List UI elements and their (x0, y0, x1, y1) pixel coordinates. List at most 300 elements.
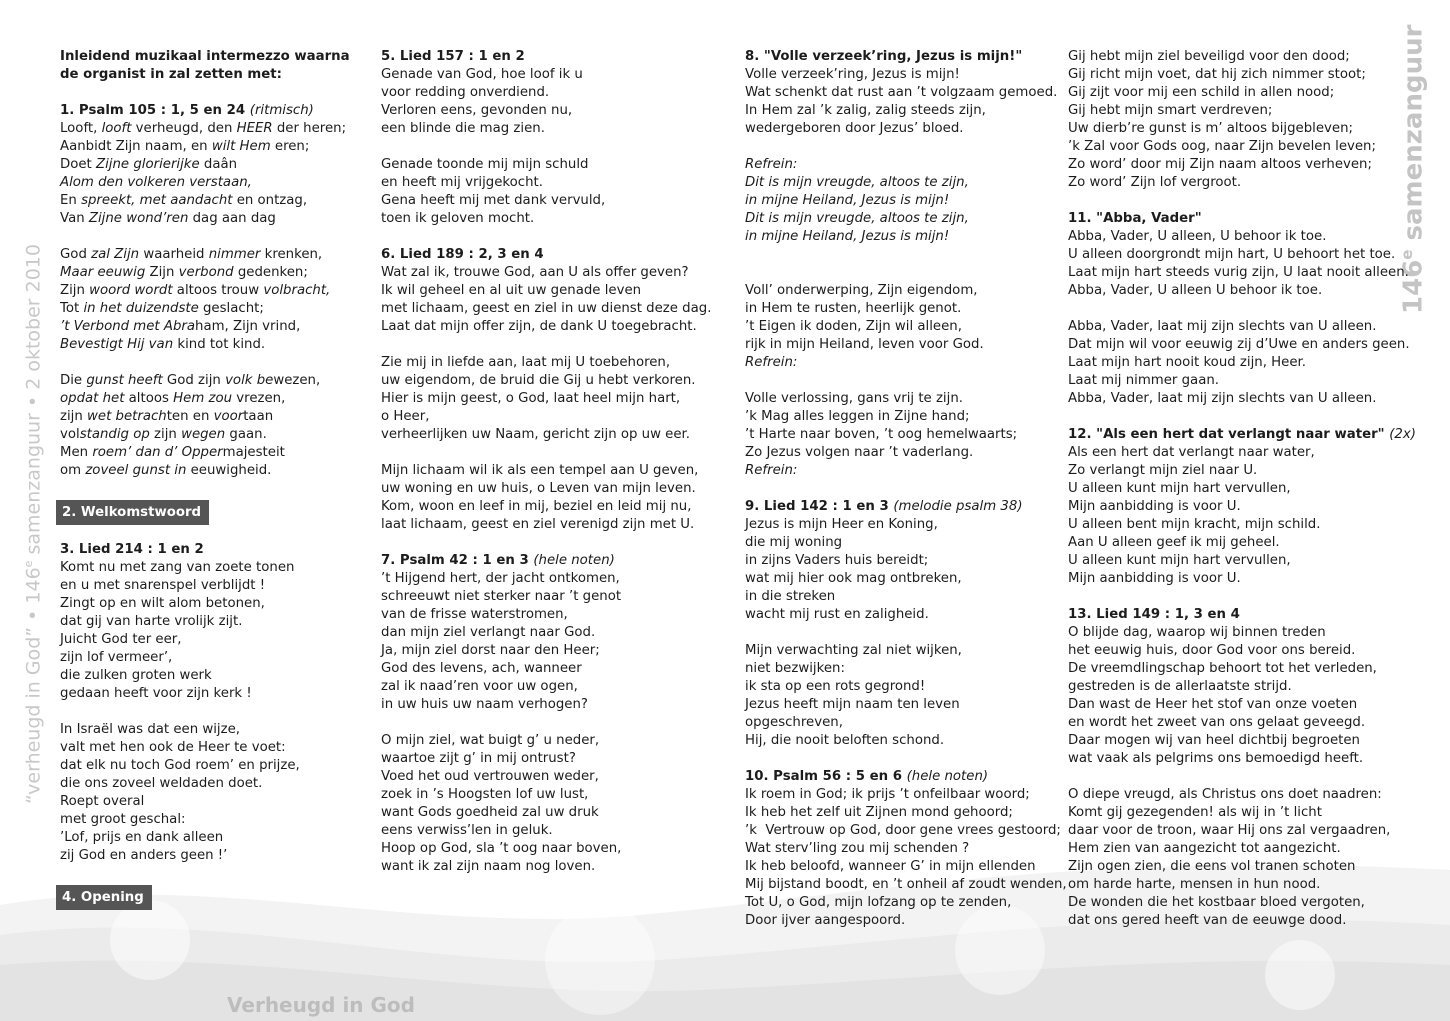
text-run: Zie mij in liefde aan, laat mij U toebehoren, (381, 355, 671, 370)
text-run: uw eigendom, de bruid die Gij u hebt verkoren. (381, 373, 696, 388)
text-line (745, 120, 1067, 138)
text-run: met lichaam, geest en ziel in uw dienst deze dag. (381, 301, 712, 316)
text-line (60, 300, 350, 318)
text-line (745, 768, 1067, 786)
blank-line (745, 750, 1067, 768)
text-run: U alleen bent mijn kracht, mijn schild. (1068, 517, 1321, 532)
text-line (381, 408, 711, 426)
text-run: Van (60, 211, 89, 226)
text-line (1068, 138, 1416, 156)
text-line (60, 408, 350, 426)
text-line (745, 786, 1067, 804)
text-run: Zijn (145, 265, 179, 280)
text-run: roem’ dan d’ Opper (92, 445, 223, 460)
side-left-number: 146 (22, 567, 45, 604)
text-run: der heren; (272, 121, 347, 136)
text-line (745, 84, 1067, 102)
text-run: wet betrach (87, 409, 167, 424)
text-run: om (60, 463, 86, 478)
text-line (381, 660, 711, 678)
blank-line (745, 624, 1067, 642)
text-run: Wat sterv’ling zou mij schenden ? (745, 841, 970, 856)
text-line (745, 66, 1067, 84)
text-run: (2x) (1389, 427, 1416, 442)
text-run: Men (60, 445, 93, 460)
blank-line (381, 138, 711, 156)
text-run: voor (213, 409, 244, 424)
left-vertical-title (22, 244, 44, 804)
text-line (60, 667, 350, 685)
text-run: (melodie psalm 38) (893, 499, 1023, 514)
text-line (381, 804, 711, 822)
text-run: Verloren eens, gevonden nu, (381, 103, 573, 118)
blank-line (60, 865, 350, 883)
blank-line (381, 228, 711, 246)
text-run: Gij zijt voor mij een schild in allen nood; (1068, 85, 1335, 100)
text-run: Laat mijn hart steeds vurig zijn, U laat nooit alleen. (1068, 265, 1409, 280)
text-run: woord wordt (89, 283, 173, 298)
text-run: altoos trouw (172, 283, 264, 298)
text-run: met groot geschal: (60, 812, 186, 827)
blank-line (60, 228, 350, 246)
text-run: want ik zal zijn naam nog loven. (381, 859, 596, 874)
text-line (60, 264, 350, 282)
text-run: Jezus heeft mijn naam ten leven (745, 697, 960, 712)
text-run: Laat mij nimmer gaan. (1068, 373, 1220, 388)
text-run: 6. Lied 189 : 2, 3 en 4 (381, 247, 544, 262)
text-line (745, 282, 1067, 300)
text-line (745, 516, 1067, 534)
text-line (381, 102, 711, 120)
text-line (1068, 228, 1416, 246)
text-run: Ik heb het zelf uit Zijnen mond gehoord; (745, 805, 1013, 820)
text-run: Zo Jezus volgen naar ’t vaderlang. (745, 445, 974, 460)
text-line (60, 372, 350, 390)
text-line (60, 829, 350, 847)
text-line (60, 793, 350, 811)
text-run: 11. "Abba, Vader" (1068, 211, 1202, 226)
text-line (1068, 48, 1416, 66)
text-run: volbracht, (263, 283, 331, 298)
text-run: om harde harte, mensen in hun nood. (1068, 877, 1321, 892)
text-run: looft (101, 121, 132, 136)
text-line (1068, 282, 1416, 300)
text-line (381, 264, 711, 282)
text-line (1068, 804, 1416, 822)
text-line (1068, 156, 1416, 174)
text-line (745, 588, 1067, 606)
text-line (381, 840, 711, 858)
text-line (745, 426, 1067, 444)
text-line (1068, 444, 1416, 462)
text-line (1068, 570, 1416, 588)
text-line (381, 426, 711, 444)
text-run: 12. "Als een hert dat verlangt naar water" (1068, 427, 1390, 442)
text-line (60, 847, 350, 865)
text-run: in mijne Heiland, Jezus is mijn! (745, 229, 950, 244)
text-run: (ritmisch) (249, 103, 314, 118)
text-run: Refrein: (745, 157, 798, 172)
text-run: Hier is mijn geest, o God, laat heel mijn hart, (381, 391, 681, 406)
text-line (381, 642, 711, 660)
text-line (381, 156, 711, 174)
text-run: Zingt op en wilt alom betonen, (60, 596, 265, 611)
text-line (745, 498, 1067, 516)
text-run: Daar mogen wij van heel dichtbij begroeten (1068, 733, 1360, 748)
text-run: Die (60, 373, 87, 388)
text-line (745, 444, 1067, 462)
text-run: wegen (181, 427, 226, 442)
text-line (60, 444, 350, 462)
song-heading (60, 48, 350, 66)
blank-line (1068, 588, 1416, 606)
text-run: Ik roem in God; ik prijs ’t onfeilbaar woord; (745, 787, 1030, 802)
text-run: U alleen kunt mijn hart vervullen, (1068, 553, 1291, 568)
text-line (60, 631, 350, 649)
text-run: o Heer, (381, 409, 430, 424)
song-heading (60, 541, 350, 559)
text-run: die mij woning (745, 535, 843, 550)
text-run: Uw dierb’re gunst is m’ altoos bijgebleven; (1068, 121, 1353, 136)
text-run: vol (60, 427, 80, 442)
text-run: (hele noten) (533, 553, 615, 568)
song-heading (1068, 606, 1416, 624)
blank-line (60, 703, 350, 721)
text-line (1068, 318, 1416, 336)
text-run: Refrein: (745, 355, 798, 370)
text-run: zijn (149, 427, 182, 442)
text-line (381, 732, 711, 750)
text-run: wacht mij rust en zaligheid. (745, 607, 929, 622)
text-run: eren; (270, 139, 310, 154)
text-run: zal Zijn (91, 247, 140, 262)
text-line (1068, 174, 1416, 192)
text-line (745, 354, 1067, 372)
bullet-separator: • (22, 389, 45, 408)
text-line (1068, 84, 1416, 102)
text-line (1068, 354, 1416, 372)
blank-line (745, 480, 1067, 498)
blank-line (60, 84, 350, 102)
text-run: Zijn (60, 283, 90, 298)
text-run: ’Lof, prijs en dank alleen (60, 830, 224, 845)
text-line (1068, 426, 1416, 444)
text-line (381, 354, 711, 372)
text-run: uw woning en uw huis, o Leven van mijn leven. (381, 481, 696, 496)
text-run: vrezen, (232, 391, 286, 406)
text-run: in die streken (745, 589, 836, 604)
text-line (1068, 858, 1416, 876)
text-run: Gij richt mijn voet, dat hij zich nimmer stoot; (1068, 67, 1366, 82)
text-run: wat vaak als pelgrims ons bemoedigd heeft. (1068, 751, 1364, 766)
text-run: standig op (79, 427, 150, 442)
column-4 (1068, 48, 1416, 930)
text-line (745, 732, 1067, 750)
text-line (60, 595, 350, 613)
text-line (60, 156, 350, 174)
text-run: En (60, 193, 82, 208)
text-line (1068, 786, 1416, 804)
blank-line (60, 480, 350, 498)
text-run: verheugd, den (131, 121, 237, 136)
text-run: eens verwiss’len in geluk. (381, 823, 553, 838)
text-run: God zijn (162, 373, 226, 388)
text-run: verbond (178, 265, 234, 280)
text-run: het eeuwig huis, door God voor ons bereid. (1068, 643, 1356, 658)
text-run: 13. Lied 149 : 1, 3 en 4 (1068, 607, 1240, 622)
text-line (1068, 102, 1416, 120)
text-run: Als een hert dat verlangt naar water, (1068, 445, 1315, 460)
text-line (1068, 498, 1416, 516)
text-run: Ja, mijn ziel dorst naar den Heer; (381, 643, 600, 658)
blank-line (1068, 768, 1416, 786)
text-line (60, 246, 350, 264)
text-line (1068, 66, 1416, 84)
text-line (60, 174, 350, 192)
song-heading (745, 48, 1067, 66)
text-line (745, 174, 1067, 192)
text-line (745, 300, 1067, 318)
text-run: Laat dat mijn offer zijn, de dank U toegebracht. (381, 319, 697, 334)
text-run: ’t Harte naar boven, ’t oog hemelwaarts; (745, 427, 1018, 442)
text-run: Tot U, o God, mijn lofzang op te zenden, (745, 895, 1012, 910)
text-line (745, 876, 1067, 894)
section-heading (60, 883, 350, 908)
text-line (745, 570, 1067, 588)
text-line (745, 678, 1067, 696)
blank-line (1068, 192, 1416, 210)
text-line (745, 696, 1067, 714)
text-run: zoveel gunst in (85, 463, 187, 478)
text-line (1068, 714, 1416, 732)
text-line (60, 102, 350, 120)
text-run: Bevestigt Hij van (60, 337, 174, 352)
blank-line (1068, 300, 1416, 318)
text-run: waarheid (139, 247, 209, 262)
text-run: ham, Zijn vrind, (195, 319, 301, 334)
text-run: God (60, 247, 92, 262)
text-line (745, 552, 1067, 570)
text-run: HEER (236, 121, 273, 136)
text-run: Mijn lichaam wil ik als een tempel aan U geven, (381, 463, 699, 478)
text-run: Door ijver aangespoord. (745, 913, 906, 928)
text-line (1068, 336, 1416, 354)
text-line (60, 613, 350, 631)
text-run: 3. Lied 214 : 1 en 2 (60, 542, 204, 557)
text-run: opdat het (60, 391, 125, 406)
text-line (1068, 876, 1416, 894)
text-run: gedenken; (233, 265, 308, 280)
text-run: Dit is mijn vreugde, altoos te zijn, (745, 211, 969, 226)
text-run: in Hem te rusten, heerlijk genot. (745, 301, 962, 316)
text-line (745, 534, 1067, 552)
text-run: 8. "Volle verzeek’ring, Jezus is mijn!" (745, 49, 1023, 64)
text-run: ’k Zal voor Gods oog, naar Zijn bevelen leven; (1068, 139, 1376, 154)
text-run: Hem zou (173, 391, 233, 406)
text-line (60, 757, 350, 775)
text-line (381, 210, 711, 228)
text-run: Mijn aanbidding is voor U. (1068, 499, 1241, 514)
text-line (381, 300, 711, 318)
text-run: de organist in zal zetten met: (60, 67, 282, 82)
text-line (60, 210, 350, 228)
text-run: ten en (166, 409, 214, 424)
text-run: zijn (60, 409, 88, 424)
text-run: Aanbidt Zijn naam, en (60, 139, 212, 154)
side-right-sup: e (1398, 249, 1416, 260)
text-run: opgeschreven, (745, 715, 843, 730)
text-line (1068, 750, 1416, 768)
text-run: De wonden die het kostbaar bloed vergoten, (1068, 895, 1365, 910)
text-run: Genade toonde mij mijn schuld (381, 157, 589, 172)
text-line (381, 750, 711, 768)
side-right-rest: samenzanguur (1398, 24, 1429, 250)
song-heading (60, 66, 350, 84)
text-line (60, 721, 350, 739)
text-run: ’t Hijgend hert, der jacht ontkomen, (381, 571, 620, 586)
text-line (60, 138, 350, 156)
text-line (745, 912, 1067, 930)
text-line (381, 66, 711, 84)
text-line (381, 192, 711, 210)
text-run: ’k Vertrouw op God, door gene vrees gestoord; (745, 823, 1061, 838)
blank-line (60, 354, 350, 372)
text-run: Dan wast de Heer het stof van onze voeten (1068, 697, 1358, 712)
text-run: Zijn ogen zien, die eens vol tranen schoten (1068, 859, 1356, 874)
text-line (1068, 516, 1416, 534)
text-run: dag aan dag (188, 211, 276, 226)
text-line (60, 649, 350, 667)
bullet-separator: • (22, 603, 45, 621)
text-run: dat elk nu toch God roem’ en prijze, (60, 758, 300, 773)
text-run: Hoop op God, sla ’t oog naar boven, (381, 841, 622, 856)
text-run: Zijne glorierijke (96, 157, 200, 172)
blank-line (381, 714, 711, 732)
text-line (60, 426, 350, 444)
text-run: Abba, Vader, laat mij zijn slechts van U alleen. (1068, 391, 1377, 406)
text-line (1068, 624, 1416, 642)
text-line (381, 822, 711, 840)
text-line (745, 462, 1067, 480)
text-line (745, 156, 1067, 174)
text-line (745, 102, 1067, 120)
section-heading-label: 4. Opening (56, 885, 152, 910)
section-heading-label: 2. Welkomstwoord (56, 500, 209, 525)
text-run: rijk in mijn Heiland, leven voor God. (745, 337, 984, 352)
text-line (60, 282, 350, 300)
text-run: Doet (60, 157, 96, 172)
text-run: Mijn aanbidding is voor U. (1068, 571, 1241, 586)
text-line (1068, 894, 1416, 912)
text-run: gestreden is de allerlaatste strijd. (1068, 679, 1292, 694)
text-line (1068, 246, 1416, 264)
blank-line (745, 264, 1067, 282)
text-run: Roept overal (60, 794, 145, 809)
text-run: Juicht God ter eer, (60, 632, 182, 647)
text-run: daar voor de troon, waar Hij ons zal vergaadren, (1068, 823, 1391, 838)
text-run: Voll’ onderwerping, Zijn eigendom, (745, 283, 978, 298)
text-line (60, 685, 350, 703)
side-left-part1: “verheugd in God” (22, 626, 45, 804)
text-run: in het duizendste (83, 301, 199, 316)
text-run: schreeuwt niet sterker naar ’t genot (381, 589, 622, 604)
text-run: In Hem zal ’k zalig, zalig steeds zijn, (745, 103, 986, 118)
footer-title: Verheugd in God (227, 993, 415, 1017)
text-run: Wat zal ik, trouwe God, aan U als offer geven? (381, 265, 689, 280)
text-run: krenken, (260, 247, 323, 262)
text-run: O mijn ziel, wat buigt g’ u neder, (381, 733, 600, 748)
blank-line (745, 372, 1067, 390)
text-line (745, 606, 1067, 624)
text-run: Volle verlossing, gans vrij te zijn. (745, 391, 963, 406)
text-line (381, 570, 711, 588)
text-run: Kom, woon en leef in mij, beziel en leid mij nu, (381, 499, 692, 514)
text-line (745, 804, 1067, 822)
text-line (381, 318, 711, 336)
text-line (60, 775, 350, 793)
text-run: altoos (124, 391, 174, 406)
text-line (745, 228, 1067, 246)
text-line (381, 588, 711, 606)
text-run: U alleen kunt mijn hart vervullen, (1068, 481, 1291, 496)
text-line (381, 768, 711, 786)
blank-line (381, 444, 711, 462)
column-1 (60, 48, 350, 908)
text-run: Gij hebt mijn smart verdreven; (1068, 103, 1273, 118)
text-line (381, 84, 711, 102)
text-run: In Israël was dat een wijze, (60, 722, 241, 737)
text-run: Laat mijn hart nooit koud zijn, Heer. (1068, 355, 1306, 370)
text-line (381, 480, 711, 498)
text-line (1068, 840, 1416, 858)
text-run: Zo word’ Zijn lof vergroot. (1068, 175, 1242, 190)
text-run: niet bezwijken: (745, 661, 845, 676)
text-line (745, 858, 1067, 876)
text-line (1068, 660, 1416, 678)
text-run: Gij hebt mijn ziel beveiligd voor den dood; (1068, 49, 1350, 64)
song-heading (381, 48, 711, 66)
text-run: gaan. (225, 427, 267, 442)
column-3 (745, 48, 1067, 930)
text-run: Ik wil geheel en al uit uw genade leven (381, 283, 642, 298)
song-heading (381, 246, 711, 264)
song-heading (1068, 210, 1416, 228)
blank-line (745, 138, 1067, 156)
text-run: Abba, Vader, U alleen U behoor ik toe. (1068, 283, 1323, 298)
text-run: Dit is mijn vreugde, altoos te zijn, (745, 175, 969, 190)
text-line (381, 120, 711, 138)
text-run: Hij, die nooit beloften schond. (745, 733, 945, 748)
text-line (381, 858, 711, 876)
text-run: volk be (225, 373, 274, 388)
text-run: U alleen doorgrondt mijn hart, U behoort het toe. (1068, 247, 1396, 262)
text-run: daân (199, 157, 238, 172)
text-line (60, 336, 350, 354)
text-run: Komt gij gezegenden! als wij in ’t licht (1068, 805, 1322, 820)
text-run: zijn lof vermeer’, (60, 650, 173, 665)
text-run: voor redding onverdiend. (381, 85, 550, 100)
text-line (745, 642, 1067, 660)
text-line (745, 336, 1067, 354)
text-run: verheerlijken uw Naam, gericht zijn op uw eer. (381, 427, 691, 442)
text-run: kind tot kind. (173, 337, 266, 352)
text-run: een blinde die mag zien. (381, 121, 545, 136)
text-run: O diepe vreugd, als Christus ons doet naadren: (1068, 787, 1382, 802)
side-left-sup: e (22, 560, 35, 568)
text-line (1068, 390, 1416, 408)
text-run: en ontzag, (232, 193, 308, 208)
text-run: Looft, (60, 121, 102, 136)
